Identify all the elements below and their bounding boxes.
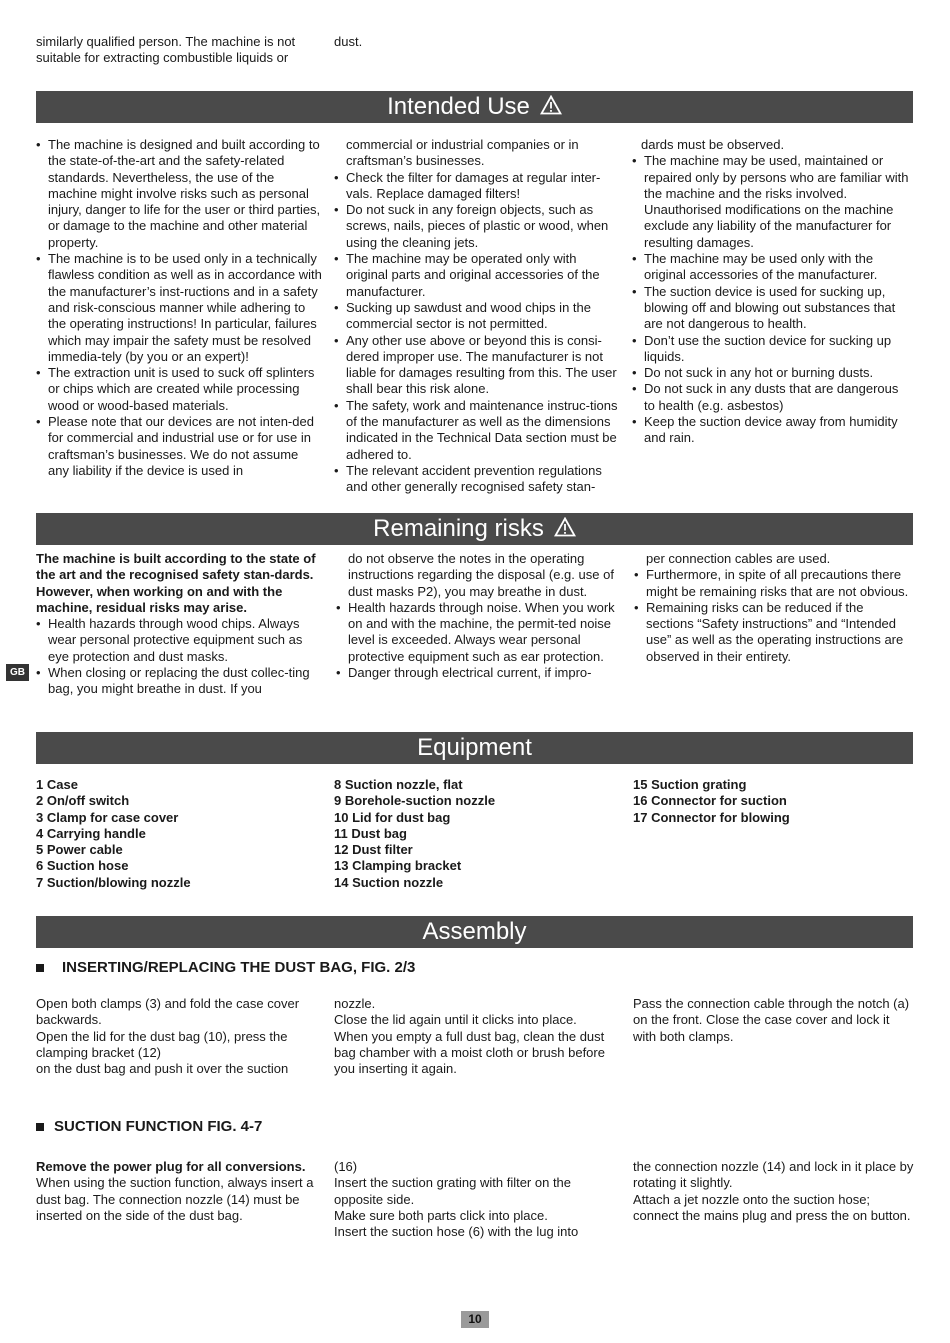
- bullet-item: • Please note that our devices are not inten-ded for commercial and industrial use or for use in craftsman’s businesses. We do not assume any liability if the device is used in: [36, 414, 322, 479]
- equipment-item: 4 Carrying handle: [36, 825, 146, 841]
- equipment-item: 13 Clamping bracket: [334, 858, 462, 874]
- paragraph: Open both clamps (3) and fold the case cover backwards.: [36, 996, 300, 1028]
- paragraph: the connection nozzle (14) and lock in it place by rotating it slightly.: [633, 1159, 914, 1191]
- dust-bag-col3: [633, 996, 915, 1045]
- paragraph: Insert the suction hose (6) with the lug into: [334, 1224, 579, 1240]
- equipment-item: 6 Suction hose: [36, 858, 129, 874]
- square-bullet-icon: [36, 964, 44, 972]
- subheading-text: INSERTING/REPLACING THE DUST BAG, FIG. 2/3: [62, 959, 416, 976]
- equipment-item: 11 Dust bag: [334, 825, 407, 841]
- paragraph: nozzle.: [334, 996, 376, 1011]
- remaining-risks-intro: The machine is built according to the state of the art and the recognised safety stan-dards. However, when working on and with the machine, residual risks may arise.: [36, 551, 316, 615]
- equipment-item: 17 Connector for blowing: [633, 809, 790, 825]
- bullet-item: • The safety, work and maintenance instruc-tions of the manufacturer as well as the dimensions indicated in the Technical Data section must be adhered to.: [334, 398, 620, 463]
- warning-triangle-icon: [554, 514, 576, 546]
- square-bullet-icon: [36, 1123, 44, 1131]
- equipment-item: 9 Borehole-suction nozzle: [334, 793, 496, 809]
- bullet-item: • The relevant accident prevention regulations and other generally recognised safety stan-: [334, 463, 620, 496]
- bullet-item: • The suction device is used for sucking up, blowing off and blowing out substances that are not dangerous to health.: [632, 284, 912, 333]
- bullet-item: • Remaining risks can be reduced if the sections “Safety instructions” and “Intended use” as well as the operating instructions are observed in their entirety.: [634, 600, 912, 665]
- equipment-item: 2 On/off switch: [36, 793, 130, 809]
- equipment-item: 12 Dust filter: [334, 842, 413, 858]
- bullet-item: • Do not suck in any hot or burning dusts.: [632, 365, 912, 381]
- paragraph: on the dust bag and push it over the suction: [36, 1061, 289, 1077]
- bullet-item: • Check the filter for damages at regular inter-vals. Replace damaged filters!: [334, 170, 620, 203]
- paragraph: Attach a jet nozzle onto the suction hose; connect the mains plug and press the on button.: [633, 1191, 911, 1223]
- equipment-item: 7 Suction/blowing nozzle: [36, 874, 191, 890]
- paragraph: Make sure both parts click into place.: [334, 1207, 548, 1223]
- bullet-item: • Do not suck in any dusts that are dangerous to health (e.g. asbestos): [632, 381, 912, 414]
- bullet-item: • Don’t use the suction device for sucking up liquids.: [632, 333, 912, 366]
- remaining-risks-col3: [634, 551, 912, 665]
- subheading-dust-bag: [36, 959, 415, 976]
- equipment-item: 14 Suction nozzle: [334, 874, 444, 890]
- power-plug-warning: Remove the power plug for all conversions.: [36, 1159, 306, 1174]
- page-number: 10: [461, 1311, 489, 1328]
- remaining-risks-col2-lead: do not observe the notes in the operating instructions regarding the disposal (e.g. use of dust masks P2), you may breathe in dust.: [348, 551, 614, 599]
- bullet-item: • Health hazards through noise. When you work on and with the machine, the permit-ted noise level is exceeded. Always wear personal protective equipment such as ear protection.: [336, 600, 618, 665]
- bullet-item: • The extraction unit is used to suck off splinters or chips which are created while processing wood or wood-based materials.: [36, 365, 322, 414]
- intended-use-col2-lead: commercial or industrial companies or in craftsman’s businesses.: [346, 137, 579, 169]
- bullet-item: • When closing or replacing the dust collec-ting bag, you might breathe in dust. If you: [36, 665, 322, 698]
- section-header-equipment: [36, 732, 913, 764]
- equipment-col3: [633, 777, 913, 826]
- section-header-intended-use: [36, 91, 913, 123]
- paragraph: When using the suction function, always insert a dust bag. The connection nozzle (14) must be inserted on the side of the dust bag.: [36, 1175, 314, 1223]
- bullet-item: • Health hazards through wood chips. Always wear personal protective equipment such as eye protection and dust masks.: [36, 616, 322, 665]
- equipment-item: 3 Clamp for case cover: [36, 809, 179, 825]
- bullet-item: • The machine is to be used only in a technically flawless condition as well as in accordance with the manufacturer’s inst-ructions and in a safety and risk-conscious manner while adhering to the operating instructions! In particular, failures which may impair the safety must be resolved immedia-tely (by you or an expert)!: [36, 251, 322, 365]
- bullet-item: • Furthermore, in spite of all precautions there might be remaining risks that are not obvious.: [634, 567, 912, 600]
- section-title: Assembly: [422, 918, 527, 945]
- warning-triangle-icon: [540, 92, 562, 124]
- dust-bag-col2: [334, 996, 614, 1077]
- equipment-item: 10 Lid for dust bag: [334, 809, 451, 825]
- bullet-item: • Danger through electrical current, if impro-: [336, 665, 618, 681]
- bullet-item: • Any other use above or beyond this is consi-dered improper use. The manufacturer is not liable for damages resulting from this. The user shall bear this risk alone.: [334, 333, 620, 398]
- section-title: Intended Use: [387, 93, 530, 120]
- top-text-col2: dust.: [334, 34, 363, 49]
- bullet-item: • The machine may be operated only with original parts and original accessories of the manufacturer.: [334, 251, 620, 300]
- dust-bag-col1: [36, 996, 320, 1077]
- bullet-item: • The machine may be used, maintained or repaired only by persons who are familiar with the machine and the risks involved. Unauthorised modifications on the machine exclude any liability of the manufacturer for resulting damages.: [632, 153, 912, 251]
- subheading-suction-function: [36, 1118, 262, 1135]
- intended-use-col2: [334, 137, 620, 496]
- equipment-item: 8 Suction nozzle, flat: [334, 777, 463, 792]
- language-tab: GB: [6, 664, 29, 681]
- suction-function-col1: [36, 1159, 320, 1224]
- paragraph: Insert the suction grating with filter on the opposite side.: [334, 1175, 572, 1207]
- remaining-risks-col3-lead: per connection cables are used.: [646, 551, 831, 566]
- equipment-item: 15 Suction grating: [633, 777, 747, 792]
- top-text-col1: similarly qualified person. The machine is not suitable for extracting combustible liquids or: [36, 34, 296, 66]
- subheading-text: SUCTION FUNCTION FIG. 4-7: [54, 1118, 263, 1135]
- suction-function-col2: [334, 1159, 614, 1240]
- equipment-item: 5 Power cable: [36, 842, 123, 858]
- intended-use-col3-lead: dards must be observed.: [641, 137, 785, 152]
- paragraph: (16): [334, 1159, 358, 1174]
- bullet-item: • The machine is designed and built according to the state-of-the-art and the safety-related standards. Nevertheless, the use of the machine might involve risks such as personal injury, danger to life for the user or third parties, or damage to the machine and other material property.: [36, 137, 322, 251]
- equipment-col2: [334, 777, 624, 891]
- bullet-item: • Sucking up sawdust and wood chips in the commercial sector is not permitted.: [334, 300, 620, 333]
- bullet-item: • Do not suck in any foreign objects, such as screws, nails, pieces of plastic or wood, when using the cleaning jets.: [334, 202, 620, 251]
- paragraph: Pass the connection cable through the notch (a) on the front. Close the case cover and lock it with both clamps.: [633, 996, 910, 1044]
- section-title: Remaining risks: [373, 515, 544, 542]
- section-header-remaining-risks: [36, 513, 913, 545]
- equipment-item: 16 Connector for suction: [633, 793, 787, 809]
- paragraph: Close the lid again until it clicks into place.: [334, 1012, 577, 1028]
- equipment-item: 1 Case: [36, 777, 78, 792]
- equipment-col1: [36, 777, 326, 891]
- bullet-item: • The machine may be used only with the original accessories of the manufacturer.: [632, 251, 912, 284]
- paragraph: When you empty a full dust bag, clean the dust bag chamber with a moist cloth or brush before you inserting it again.: [334, 1028, 605, 1077]
- suction-function-col3: [633, 1159, 915, 1224]
- paragraph: Open the lid for the dust bag (10), press the clamping bracket (12): [36, 1028, 288, 1060]
- section-title: Equipment: [417, 734, 532, 761]
- section-header-assembly: [36, 916, 913, 948]
- intended-use-col1: [36, 137, 322, 479]
- remaining-risks-col1: [36, 551, 322, 698]
- bullet-item: • Keep the suction device away from humidity and rain.: [632, 414, 912, 447]
- intended-use-col3: [632, 137, 912, 447]
- remaining-risks-col2: [336, 551, 618, 681]
